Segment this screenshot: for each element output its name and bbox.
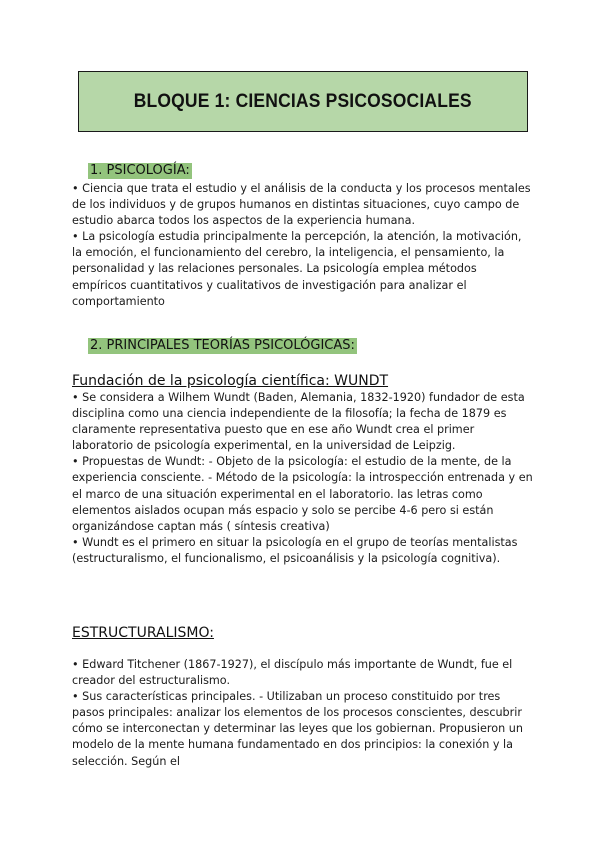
section-wundt-body bbox=[72, 390, 534, 567]
section-heading-psicologia: 1. PSICOLOGÍA: bbox=[90, 163, 190, 178]
paragraph: • Sus características principales. - Utilizaban un proceso constituido por tres pasos principales: analizar los elementos de los procesos conscientes, descubrir cómo se interconectan y determinar las leyes que los gobiernan. Propusieron un modelo de la mente humana fundamentado en dos principios: la conexión y la selección. Según el bbox=[72, 690, 523, 768]
section-heading-teorias: 2. PRINCIPALES TEORÍAS PSICOLÓGICAS: bbox=[90, 338, 355, 353]
subheading-wundt: Fundación de la psicología científica: WUNDT bbox=[72, 373, 389, 389]
paragraph: • Edward Titchener (1867-1927), el discípulo más importante de Wundt, fue el creador del estructuralismo. bbox=[72, 658, 513, 688]
subheading-estructuralismo: ESTRUCTURALISMO: bbox=[72, 625, 214, 641]
paragraph: • Wundt es el primero en situar la psicología en el grupo de teorías mentalistas (estructuralismo, el funcionalismo, el psicoanálisis y la psicología cognitiva). bbox=[72, 535, 518, 565]
paragraph: • Ciencia que trata el estudio y el análisis de la conducta y los procesos mentales de los individuos y de grupos humanos en distintas situaciones, cuyo campo de estudio abarca todos los aspectos de la experiencia humana. bbox=[72, 182, 531, 228]
paragraph: • Se considera a Wilhem Wundt (Baden, Alemania, 1832-1920) fundador de esta disciplina como una ciencia independiente de la filosofía; la fecha de 1879 es claramente representativa puesto que en ese año Wundt crea el primer laboratorio de psicología experimental, en la universidad de Leipzig. bbox=[72, 391, 525, 453]
page-title: BLOQUE 1: CIENCIAS PSICOSOCIALES bbox=[133, 90, 473, 112]
section-estructuralismo-body bbox=[72, 657, 534, 770]
paragraph: • Propuestas de Wundt: - Objeto de la psicología: el estudio de la mente, de la experiencia consciente. - Método de la psicología: la introspección entrenada y en el marco de una situación experimental en el laboratorio. las letras como elementos aislados ocupan más espacio y solo se percibe 4-6 pero si están organizándose captan más ( síntesis creativa) bbox=[72, 455, 533, 533]
title-box bbox=[78, 71, 528, 132]
section-psicologia-body bbox=[72, 181, 534, 310]
paragraph: • La psicología estudia principalmente la percepción, la atención, la motivación, la emoción, el funcionamiento del cerebro, la inteligencia, el pensamiento, la personalidad y las relaciones personales. La psicología emplea métodos empíricos cuantitativos y cualitativos de investigación para analizar el comportamiento bbox=[72, 230, 522, 308]
